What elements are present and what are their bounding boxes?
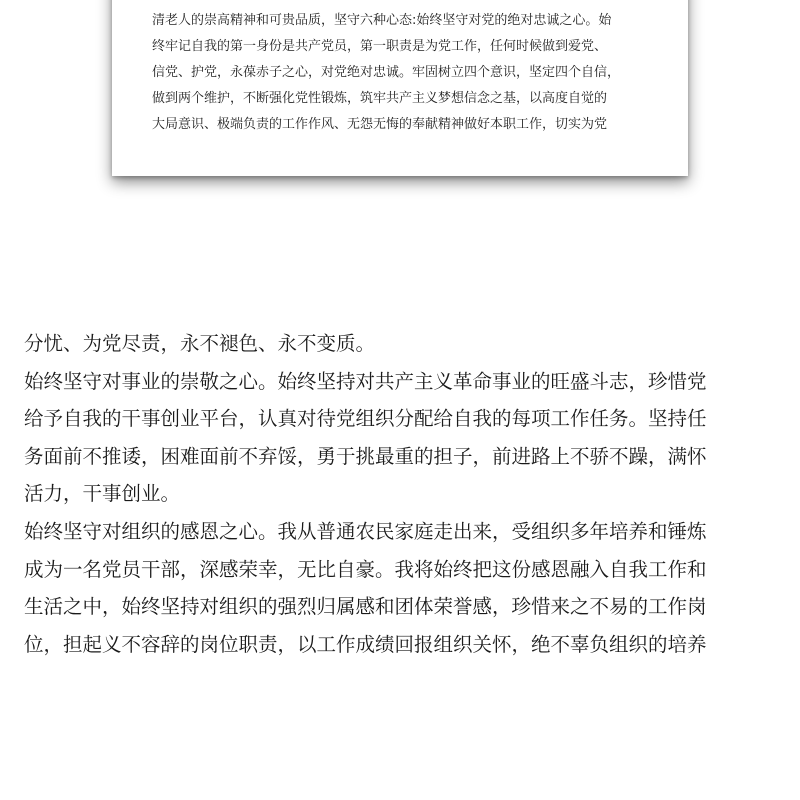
document-body [24,325,784,663]
preview-line: 做到两个维护，不断强化党性锻炼，筑牢共产主义梦想信念之基，以高度自觉的 [152,91,608,106]
body-line: 分忧、为党尽责，永不褪色、永不变质。 [24,332,376,355]
document-preview-card [112,0,688,176]
preview-line: 终牢记自我的第一身份是共产党员，第一职责是为党工作，任何时候做到爱党、 [152,39,608,54]
preview-line: 信党、护党，永葆赤子之心，对党绝对忠诚。牢固树立四个意识，坚定四个自信， [152,65,621,80]
body-line: 给予自我的干事创业平台，认真对待党组织分配给自我的每项工作任务。坚持任 [24,407,707,431]
body-line: 活力，干事创业。 [24,482,181,506]
preview-line: 大局意识、极端负责的工作作风、无怨无悔的奉献精神做好本职工作，切实为党 [152,117,608,132]
body-line: 始终坚守对事业的崇敬之心。始终坚持对共产主义革命事业的旺盛斗志，珍惜党 [24,369,707,393]
body-line: 务面前不推诿，困难面前不弃馁，勇于挑最重的担子，前进路上不骄不躁，满怀 [24,444,707,468]
body-line: 位，担起义不容辞的岗位职责，以工作成绩回报组织关怀，绝不辜负组织的培养 [24,632,707,656]
preview-line: 清老人的崇高精神和可贵品质，坚守六种心态:始终坚守对党的绝对忠诚之心。始 [152,13,612,28]
body-line: 成为一名党员干部，深感荣幸，无比自豪。我将始终把这份感恩融入自我工作和 [24,557,707,581]
body-line: 始终坚守对组织的感恩之心。我从普通农民家庭走出来，受组织多年培养和锤炼 [24,519,707,543]
body-line: 生活之中，始终坚持对组织的强烈归属感和团体荣誉感，珍惜来之不易的工作岗 [24,595,707,619]
